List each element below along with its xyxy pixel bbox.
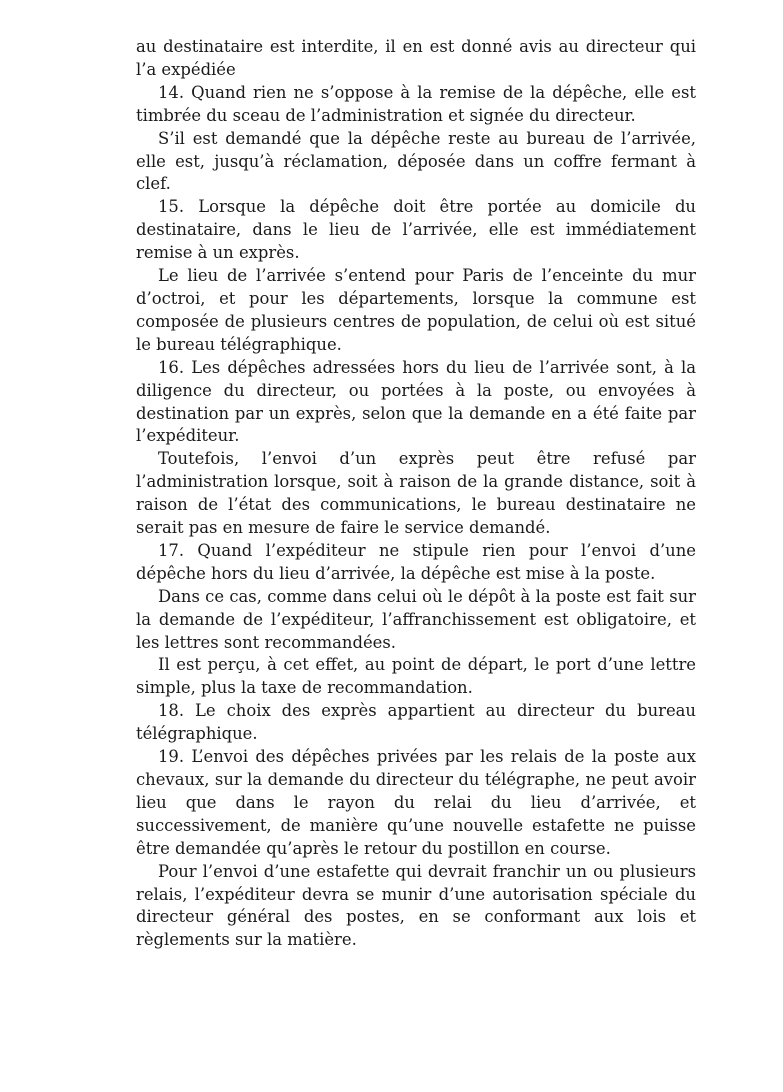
- document-page: [136, 36, 696, 952]
- article-15: 15. Lorsque la dépêche doit être portée au domicile du destinataire, dans le lieu de l’arrivée, elle est immédiatement remise à un exprès.: [136, 197, 696, 263]
- article-18: 18. Le choix des exprès appartient au directeur du bureau télégraphique.: [136, 701, 696, 744]
- paragraph: Pour l’envoi d’une estafette qui devrait franchir un ou plusieurs relais, l’expéditeur devra se munir d’une autorisation spéciale du directeur général des postes, en se conformant aux lois et règlements sur la matière.: [136, 861, 696, 950]
- article-16: 16. Les dépêches adressées hors du lieu de l’arrivée sont, à la diligence du directeur, ou portées à la poste, ou envoyées à destination par un exprès, selon que la demande en a été faite par l’expéditeur.: [136, 357, 696, 446]
- article-14: 14. Quand rien ne s’oppose à la remise de la dépêche, elle est timbrée du sceau de l’administration et signée du directeur.: [136, 82, 696, 125]
- article-19: 19. L’envoi des dépêches privées par les relais de la poste aux chevaux, sur la demande du directeur du télégraphe, ne peut avoir lieu que dans le rayon du relai du lieu d’arrivée, et successivement, de manière qu’une nouvelle estafette ne puisse être demandée qu’après le retour du postillon en course.: [136, 747, 696, 858]
- paragraph: Il est perçu, à cet effet, au point de départ, le port d’une lettre simple, plus la taxe de recommandation.: [136, 655, 696, 698]
- article-17: 17. Quand l’expéditeur ne stipule rien pour l’envoi d’une dépêche hors du lieu d’arrivée, la dépêche est mise à la poste.: [136, 540, 696, 583]
- paragraph-continuation: au destinataire est interdite, il en est donné avis au directeur qui l’a expédiée: [136, 37, 696, 79]
- paragraph: Le lieu de l’arrivée s’entend pour Paris de l’enceinte du mur d’octroi, et pour les départements, lorsque la commune est composée de plusieurs centres de population, de celui où est situé le bureau télégraphique.: [136, 266, 696, 354]
- paragraph: S’il est demandé que la dépêche reste au bureau de l’arrivée, elle est, jusqu’à réclamation, déposée dans un coffre fermant à clef.: [136, 128, 696, 194]
- paragraph: Toutefois, l’envoi d’un exprès peut être refusé par l’administration lorsque, soit à raison de la grande distance, soit à raison de l’état des communications, le bureau destinataire ne serait pas en mesure de faire le service demandé.: [136, 449, 696, 538]
- paragraph: Dans ce cas, comme dans celui où le dépôt à la poste est fait sur la demande de l’expéditeur, l’affranchissement est obligatoire, et les lettres sont recommandées.: [136, 586, 696, 652]
